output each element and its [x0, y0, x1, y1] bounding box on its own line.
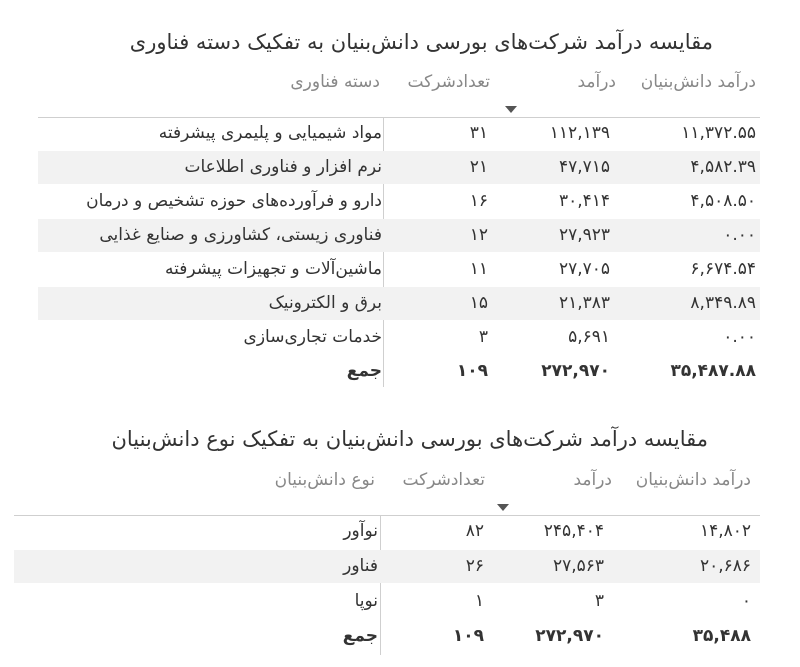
count-cell: ۲۶: [465, 556, 484, 576]
category-cell: جمع: [346, 361, 382, 381]
kb-revenue-cell: ۶,۶۷۴.۵۴: [690, 259, 756, 279]
header-category[interactable]: نوع دانش‌بنیان: [274, 470, 375, 490]
revenue-cell: ۵,۶۹۱: [568, 327, 610, 347]
sort-desc-icon[interactable]: [497, 504, 509, 511]
header-revenue[interactable]: درآمد: [577, 72, 616, 92]
revenue-cell: ۲۷۲,۹۷۰: [541, 361, 610, 381]
revenue-cell: ۲۱,۳۸۳: [558, 293, 610, 313]
kb-revenue-cell: ۰: [741, 591, 751, 611]
count-cell: ۲۱: [469, 157, 488, 177]
header-kb-revenue[interactable]: درآمد دانش‌بنیان: [640, 72, 756, 92]
kb-revenue-cell: ۱۴,۸۰۲: [699, 521, 751, 541]
table-title: مقایسه درآمد شرکت‌های بورسی دانش‌بنیان به تفکیک دسته فناوری: [129, 30, 713, 54]
count-cell: ۳۱: [469, 123, 488, 143]
revenue-cell: ۴۷,۷۱۵: [558, 157, 610, 177]
count-cell: ۳: [478, 327, 488, 347]
header-count[interactable]: تعدادشرکت: [402, 470, 485, 490]
category-cell: خدمات تجاری‌سازی: [243, 327, 382, 347]
kb-revenue-cell: ۳۵,۴۸۸: [692, 626, 751, 646]
kb-revenue-cell: ۳۵,۴۸۷.۸۸: [670, 361, 756, 381]
table-total-row: [14, 620, 760, 653]
table-row: [14, 515, 760, 548]
kb-revenue-cell: ۰.۰۰: [723, 327, 756, 347]
count-cell: ۱۰۹: [456, 361, 488, 381]
category-cell: نوپا: [354, 591, 378, 611]
kb-revenue-cell: ۸,۳۴۹.۸۹: [690, 293, 756, 313]
kb-revenue-cell: ۴,۵۸۲.۳۹: [690, 157, 756, 177]
kb-revenue-cell: ۱۱,۳۷۲.۵۵: [681, 123, 756, 143]
count-cell: ۱: [474, 591, 484, 611]
table-title: مقایسه درآمد شرکت‌های بورسی دانش‌بنیان به تفکیک نوع دانش‌بنیان: [111, 427, 708, 451]
revenue-cell: ۳: [594, 591, 604, 611]
header-kb-revenue[interactable]: درآمد دانش‌بنیان: [635, 470, 751, 490]
category-cell: ماشین‌آلات و تجهیزات پیشرفته: [165, 259, 382, 279]
category-cell: نوآور: [343, 521, 378, 541]
count-cell: ۸۲: [465, 521, 484, 541]
category-cell: دارو و فرآورده‌های حوزه تشخیص و درمان: [86, 191, 382, 211]
revenue-cell: ۲۷,۹۲۳: [558, 225, 610, 245]
revenue-cell: ۲۷,۵۶۳: [552, 556, 604, 576]
count-cell: ۱۶: [469, 191, 488, 211]
category-cell: جمع: [342, 626, 378, 646]
category-cell: فناور: [343, 556, 378, 576]
count-cell: ۱۱: [469, 259, 488, 279]
header-category[interactable]: دسته فناوری: [290, 72, 380, 92]
kb-revenue-cell: ۴,۵۰۸.۵۰: [690, 191, 756, 211]
header-revenue[interactable]: درآمد: [573, 470, 612, 490]
category-cell: برق و الکترونیک: [268, 293, 382, 313]
revenue-cell: ۲۷۲,۹۷۰: [535, 626, 604, 646]
revenue-cell: ۱۱۲,۱۳۹: [549, 123, 610, 143]
count-cell: ۱۲: [469, 225, 488, 245]
revenue-cell: ۲۴۵,۴۰۴: [543, 521, 604, 541]
table-row: [14, 550, 760, 583]
kb-revenue-cell: ۲۰,۶۸۶: [699, 556, 751, 576]
count-cell: ۱۰۹: [452, 626, 484, 646]
category-cell: نرم افزار و فناوری اطلاعات: [184, 157, 382, 177]
revenue-cell: ۳۰,۴۱۴: [558, 191, 610, 211]
count-cell: ۱۵: [469, 293, 488, 313]
kb-revenue-cell: ۰.۰۰: [723, 225, 756, 245]
table-row: [14, 585, 760, 618]
category-cell: مواد شیمیایی و پلیمری پیشرفته: [158, 123, 382, 143]
revenue-cell: ۲۷,۷۰۵: [558, 259, 610, 279]
header-count[interactable]: تعدادشرکت: [407, 72, 490, 92]
category-cell: فناوری زیستی، کشاورزی و صنایع غذایی: [99, 225, 382, 245]
